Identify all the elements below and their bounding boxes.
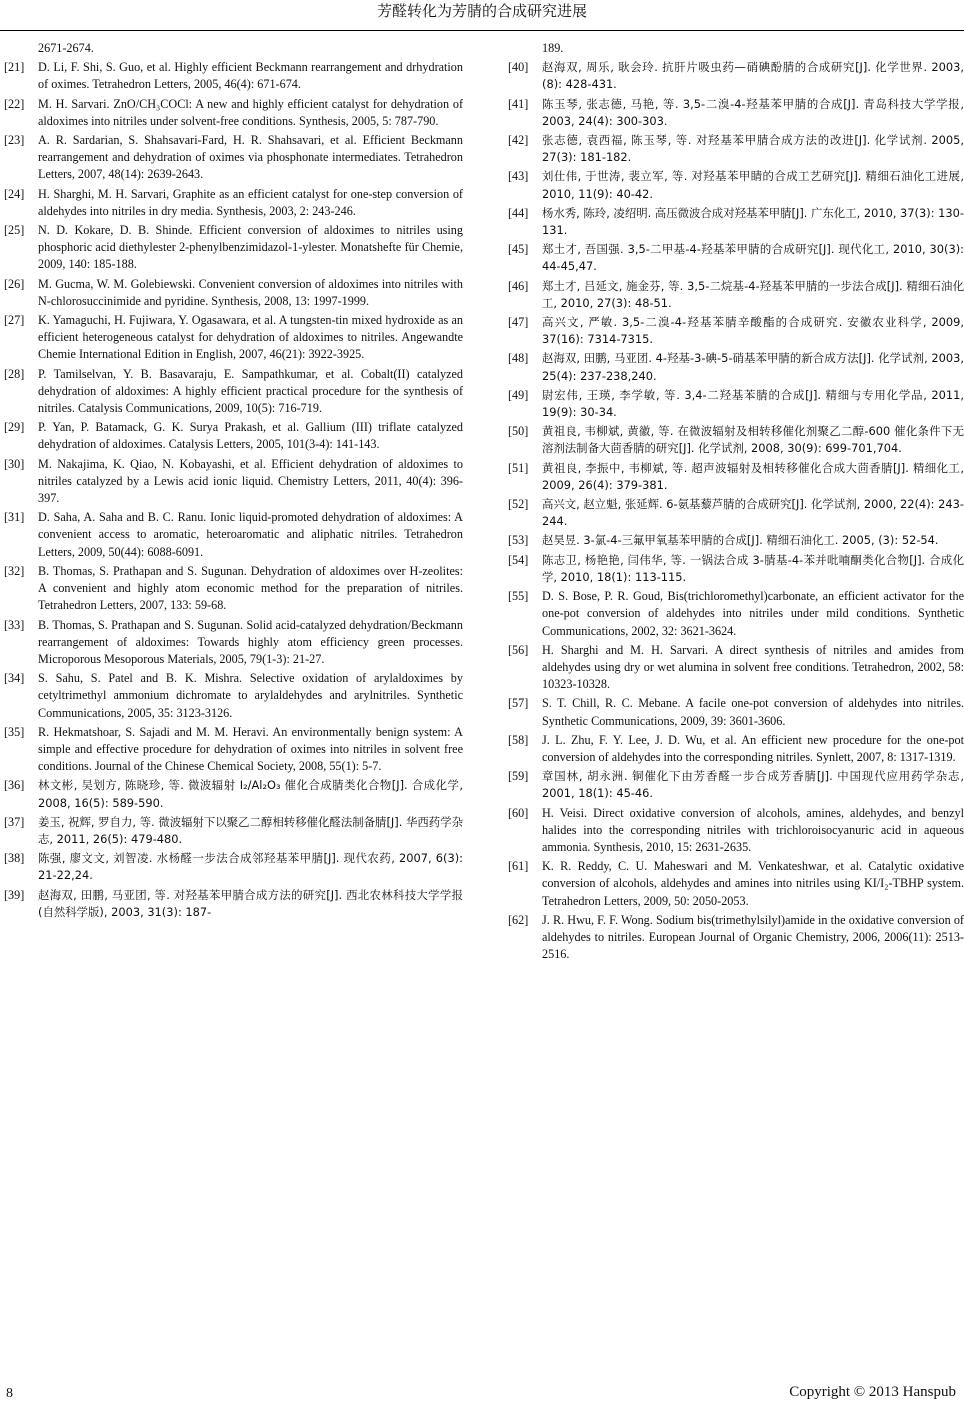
reference-number: [27] bbox=[4, 313, 25, 328]
reference-item bbox=[0, 456, 463, 508]
reference-item bbox=[0, 850, 463, 884]
reference-text: H. Sharghi, M. H. Sarvari, Graphite as an efficient catalyst for one-step conversion of aldehydes into nitriles in dry media. Synthesis, 2003, 2: 243-246. bbox=[38, 186, 463, 218]
reference-item bbox=[504, 588, 964, 640]
reference-number: [50] bbox=[508, 424, 529, 439]
running-header bbox=[0, 0, 964, 31]
reference-text: J. R. Hwu, F. F. Wong. Sodium bis(trimethylsilyl)amide in the oxidative conversion of aldehydes to nitriles. European Journal of Organic Chemistry, 2006, 2006(11): 2513-2516. bbox=[542, 912, 964, 962]
reference-item bbox=[504, 314, 964, 348]
reference-text: K. R. Reddy, C. U. Maheswari and M. Venkateshwar, et al. Catalytic oxidative conversion of alcohols, aldehydes and amines into nitriles using KI/I₂-TBHP system. Tetrahedron Letters, 2009, 50: 2050-2053. bbox=[542, 859, 964, 908]
reference-number: [34] bbox=[4, 671, 25, 686]
reference-item bbox=[0, 814, 463, 848]
reference-text: 陈志卫, 杨艳艳, 闫伟华, 等. 一锅法合成 3-腈基-4-苯并吡喃酮类化合物[J]. 合成化学, 2010, 18(1): 113-115. bbox=[542, 552, 964, 584]
reference-text: 尉宏伟, 王瑛, 李学敏, 等. 3,4-二羟基苯腈的合成[J]. 精细与专用化学品, 2011, 19(9): 30-34. bbox=[542, 387, 964, 420]
reference-list-right bbox=[504, 59, 964, 963]
reference-number: [37] bbox=[4, 814, 25, 829]
reference-text: J. L. Zhu, F. Y. Lee, J. D. Wu, et al. An efficient new procedure for the one-pot conversion of aldehydes into the corresponding nitriles. Synlett, 2007, 8: 1317-1319. bbox=[542, 732, 964, 764]
reference-item bbox=[0, 887, 463, 921]
reference-text: 姜玉, 祝辉, 罗自力, 等. 微波辐射下以聚乙二醇相转移催化醛法制备腈[J]. 华西药学杂志, 2011, 26(5): 479-480. bbox=[38, 814, 463, 846]
reference-item bbox=[504, 423, 964, 457]
reference-number: [24] bbox=[4, 186, 25, 201]
reference-number: [31] bbox=[4, 510, 25, 525]
reference-text: M. H. Sarvari. ZnO/CH₃COCl: A new and highly efficient catalyst for dehydration of aldoximes into nitriles under solvent-free conditions. Synthesis, 2005, 5: 787-790. bbox=[38, 96, 463, 128]
reference-text: S. Sahu, S. Patel and B. K. Mishra. Selective oxidation of arylaldoximes by cetyltrimethyl ammonium dichromate to arylaldehydes and arylnitriles. Synthetic Communications, 2005, 35: 3123-3126. bbox=[38, 671, 463, 720]
reference-number: [44] bbox=[508, 205, 529, 220]
reference-item bbox=[504, 695, 964, 729]
reference-number: [48] bbox=[508, 351, 529, 366]
reference-text: 陈强, 廖文文, 刘智凌. 水杨醛一步法合成邻羟基苯甲腈[J]. 现代农药, 2007, 6(3): 21-22,24. bbox=[38, 851, 463, 883]
reference-item bbox=[504, 387, 964, 421]
reference-item bbox=[504, 460, 964, 494]
reference-item bbox=[504, 552, 964, 586]
reference-item bbox=[504, 241, 964, 275]
reference-number: [26] bbox=[4, 276, 25, 291]
reference-number: [57] bbox=[508, 696, 529, 711]
reference-number: [32] bbox=[4, 563, 25, 578]
reference-item bbox=[504, 496, 964, 530]
reference-number: [40] bbox=[508, 60, 529, 75]
reference-text: H. Sharghi and M. H. Sarvari. A direct synthesis of nitriles and amides from aldehydes using dry or wet alumina in solvent free conditions. Tetrahedron, 2002, 58: 10323-10328. bbox=[542, 642, 964, 692]
reference-text: 高兴文, 赵立魁, 张延辉. 6-氨基藜芦腈的合成研究[J]. 化学试剂, 2000, 22(4): 243-244. bbox=[542, 497, 964, 529]
reference-item bbox=[0, 276, 463, 310]
reference-number: [53] bbox=[508, 533, 529, 548]
reference-text: N. D. Kokare, D. B. Shinde. Efficient conversion of aldoximes to nitriles using phosphoric acid diethylester 2-phenylbenzimidazol-1-ylester. Monatshefte für Chemie, 2009, 140: 185-188. bbox=[38, 223, 463, 272]
reference-number: [60] bbox=[508, 805, 529, 820]
reference-number: [47] bbox=[508, 315, 529, 330]
reference-text: 赵海双, 田鹏, 马亚团. 4-羟基-3-碘-5-硝基苯甲腈的新合成方法[J]. 化学试剂, 2003, 25(4): 237-238,240. bbox=[542, 351, 964, 383]
reference-number: [46] bbox=[508, 278, 529, 293]
reference-text: 杨水秀, 陈玲, 凌绍明. 高压微波合成对羟基苯甲腈[J]. 广东化工, 2010, 37(3): 130-131. bbox=[542, 205, 964, 238]
reference-number: [21] bbox=[4, 60, 25, 75]
reference-item bbox=[0, 312, 463, 364]
reference-number: [61] bbox=[508, 859, 529, 874]
reference-text: 陈玉琴, 张志德, 马艳, 等. 3,5-二溴-4-羟基苯甲腈的合成[J]. 青岛科技大学学报, 2003, 24(4): 300-303. bbox=[542, 96, 964, 128]
reference-text: 高兴文, 严敏. 3,5-二溴-4-羟基苯腈辛酸酯的合成研究. 安徽农业科学, 2009, 37(16): 7314-7315. bbox=[542, 315, 964, 347]
reference-text: B. Thomas, S. Prathapan and S. Sugunan. Dehydration of aldoximes over H-zeolites: A convenient and highly atom economic method for the preparation of nitriles. Tetrahedron Letters, 2007, 133: 59-68. bbox=[38, 563, 463, 613]
reference-item bbox=[504, 278, 964, 312]
reference-item bbox=[0, 186, 463, 220]
reference-text: S. T. Chill, R. C. Mebane. A facile one-pot conversion of aldehydes into nitriles. Synthetic Communications, 2009, 39: 3601-3606. bbox=[542, 696, 964, 728]
reference-text: M. Nakajima, K. Qiao, N. Kobayashi, et al. Efficient dehydration of aldoximes to nitriles catalyzed by a Lewis acid ionic liquid. Chemistry Letters, 2011, 40(4): 396-397. bbox=[38, 456, 463, 506]
reference-continuation: 2671-2674. bbox=[38, 41, 94, 55]
reference-text: 黄祖良, 韦柳斌, 黄徽, 等. 在微波辐射及相转移催化剂聚乙二醇-600 催化条件下无溶剂法制备大茴香腈的研究[J]. 化学试剂, 2008, 30(9): 699-701,704. bbox=[542, 424, 964, 456]
reference-text: 张志德, 袁西福, 陈玉琴, 等. 对羟基苯甲腈合成方法的改进[J]. 化学试剂. 2005, 27(3): 181-182. bbox=[542, 133, 964, 165]
reference-item bbox=[0, 96, 463, 130]
reference-item bbox=[504, 805, 964, 857]
reference-item bbox=[0, 59, 463, 93]
reference-item bbox=[504, 168, 964, 202]
reference-number: [36] bbox=[4, 778, 25, 793]
reference-number: [45] bbox=[508, 242, 529, 257]
reference-text: D. S. Bose, P. R. Goud, Bis(trichloromethyl)carbonate, an efficient activator for the one-pot conversion of aldehydes into nitriles under mild conditions. Synthetic Communications, 2002, 32: 3621-3624. bbox=[542, 589, 964, 638]
reference-text: D. Li, F. Shi, S. Guo, et al. Highly efficient Beckmann rearrangement and drhydration of oximes. Tetrahedron Letters, 2005, 46(4): 671-674. bbox=[38, 60, 463, 92]
reference-number: [55] bbox=[508, 589, 529, 604]
reference-text: M. Gucma, W. M. Golebiewski. Convenient conversion of aldoximes into nitriles with N-chlorosuccinimide and pyridine. Synthesis, 2008, 13: 1997-1999. bbox=[38, 276, 463, 308]
reference-text: 黄祖良, 李振中, 韦柳斌, 等. 超声波辐射及相转移催化合成大茴香腈[J]. 精细化工, 2009, 26(4): 379-381. bbox=[542, 460, 964, 492]
reference-text: 赵海双, 周乐, 耿会玲. 抗肝片吸虫药—硝碘酚腈的合成研究[J]. 化学世界. 2003, (8): 428-431. bbox=[542, 60, 964, 92]
reference-number: [62] bbox=[508, 912, 529, 927]
reference-item bbox=[504, 350, 964, 384]
reference-text: P. Tamilselvan, Y. B. Basavaraju, E. Sampathkumar, et al. Cobalt(II) catalyzed dehydration of aldoximes: A highly efficient practical procedure for the synthesis of nitriles. Catalysis Communications, 2009, 10(5): 716-719. bbox=[38, 366, 463, 416]
reference-text: R. Hekmatshoar, S. Sajadi and M. M. Heravi. An environmentally benign system: A simple and effective procedure for dehydration of oximes into nitriles in solvent free conditions. Journal of the Chinese Chemical Society, 2008, 55(1): 5-7. bbox=[38, 724, 463, 774]
reference-item bbox=[0, 222, 463, 274]
reference-text: 刘仕伟, 于世涛, 裴立军, 等. 对羟基苯甲睛的合成工艺研究[J]. 精细石油化工进展, 2010, 11(9): 40-42. bbox=[542, 169, 964, 201]
reference-number: [39] bbox=[4, 887, 25, 902]
reference-number: [58] bbox=[508, 732, 529, 747]
reference-item bbox=[504, 532, 964, 549]
reference-number: [23] bbox=[4, 133, 25, 148]
reference-item bbox=[504, 858, 964, 910]
reference-text: A. R. Sardarian, S. Shahsavari-Fard, H. R. Shahsavari, et al. Efficient Beckmann rearrangement and dehydration of oximes via phosphonate intermediates. Tetrahedron Letters, 2007, 48(14): 2639-2643. bbox=[38, 133, 463, 182]
reference-number: [35] bbox=[4, 724, 25, 739]
reference-text: 赵昊昱. 3-氯-4-三氟甲氧基苯甲腈的合成[J]. 精细石油化工. 2005, (3): 52-54. bbox=[542, 533, 939, 548]
reference-item bbox=[0, 777, 463, 811]
reference-number: [43] bbox=[508, 169, 529, 184]
reference-continuation: 189. bbox=[542, 41, 564, 55]
reference-item bbox=[504, 96, 964, 130]
header-title: 芳醛转化为芳腈的合成研究进展 bbox=[376, 2, 587, 20]
reference-number: [52] bbox=[508, 497, 529, 512]
reference-text: H. Veisi. Direct oxidative conversion of alcohols, amines, aldehydes, and benzyl halides into the corresponding nitriles with trichloroisocyanuric acid in aqueous ammonia. Synthesis, 2010, 15: 2631-2635. bbox=[542, 805, 964, 854]
reference-item bbox=[0, 132, 463, 184]
reference-number: [59] bbox=[508, 769, 529, 784]
reference-list-left bbox=[0, 59, 463, 921]
reference-number: [42] bbox=[508, 133, 529, 148]
reference-item bbox=[504, 205, 964, 239]
reference-number: [38] bbox=[4, 851, 25, 866]
reference-item bbox=[0, 563, 463, 615]
reference-item bbox=[0, 366, 463, 418]
reference-text: 章国林, 胡永洲. 铜催化下由芳香醛一步合成芳香腈[J]. 中国现代应用药学杂志, 2001, 18(1): 45-46. bbox=[542, 769, 964, 801]
reference-number: [54] bbox=[508, 552, 529, 567]
reference-text: 郑土才, 吾国强. 3,5-二甲基-4-羟基苯甲腈的合成研究[J]. 现代化工, 2010, 30(3): 44-45,47. bbox=[542, 242, 964, 274]
reference-number: [28] bbox=[4, 366, 25, 381]
reference-number: [22] bbox=[4, 96, 25, 111]
reference-item bbox=[504, 732, 964, 766]
reference-column-right bbox=[504, 40, 964, 1370]
reference-number: [51] bbox=[508, 460, 529, 475]
reference-item bbox=[504, 132, 964, 166]
reference-text: D. Saha, A. Saha and B. C. Ranu. Ionic liquid-promoted dehydration of aldoximes: A convenient access to aromatic, heteroaromatic and aliphatic nitriles. Tetrahedron Letters, 2009, 50(44): 6088-6091. bbox=[38, 510, 463, 559]
reference-number: [25] bbox=[4, 223, 25, 238]
reference-text: 赵海双, 田鹏, 马亚团, 等. 对羟基苯甲腈合成方法的研究[J]. 西北农林科技大学学报(自然科学版), 2003, 31(3): 187- bbox=[38, 887, 463, 919]
reference-number: [30] bbox=[4, 456, 25, 471]
reference-text: 郑土才, 吕延文, 施金芬, 等. 3,5-二烷基-4-羟基苯甲腈的一步法合成[J]. 精细石油化工, 2010, 27(3): 48-51. bbox=[542, 278, 964, 310]
reference-text: 林文彬, 吴划方, 陈晓珍, 等. 微波辐射 I₂/Al₂O₃ 催化合成腈类化合物[J]. 合成化学, 2008, 16(5): 589-590. bbox=[38, 778, 463, 810]
reference-number: [29] bbox=[4, 420, 25, 435]
copyright-notice: Copyright © 2013 Hanspub bbox=[789, 1384, 956, 1400]
reference-item bbox=[0, 617, 463, 669]
reference-number: [56] bbox=[508, 642, 529, 657]
page-number: 8 bbox=[6, 1386, 13, 1401]
reference-number: [41] bbox=[508, 96, 529, 111]
reference-number: [33] bbox=[4, 617, 25, 632]
reference-item bbox=[0, 509, 463, 561]
reference-item bbox=[504, 912, 964, 964]
reference-number: [49] bbox=[508, 387, 529, 402]
reference-text: P. Yan, P. Batamack, G. K. Surya Prakash, et al. Gallium (III) triflate catalyzed dehydration of aldoximes. Catalysis Letters, 2005, 101(3-4): 141-143. bbox=[38, 420, 463, 452]
reference-item bbox=[0, 724, 463, 776]
reference-item bbox=[504, 59, 964, 93]
reference-item bbox=[0, 670, 463, 722]
reference-item bbox=[504, 642, 964, 694]
reference-item bbox=[504, 768, 964, 802]
reference-column-left bbox=[0, 40, 463, 1370]
reference-text: B. Thomas, S. Prathapan and S. Sugunan. Solid acid-catalyzed dehydration/Beckmann rearrangement of aldoximes: Towards highly atom efficiency green processes. Microporous Mesoporous Materials, 2005, 79(1-3): 21-27. bbox=[38, 617, 463, 666]
reference-item bbox=[0, 419, 463, 453]
reference-text: K. Yamaguchi, H. Fujiwara, Y. Ogasawara, et al. A tungsten-tin mixed hydroxide as an efficient heterogeneous catalyst for dehydration of aldoximes to nitriles. Angewandte Chemie International Edition in English, 2007, 46(21): 3922-3925. bbox=[38, 313, 463, 362]
